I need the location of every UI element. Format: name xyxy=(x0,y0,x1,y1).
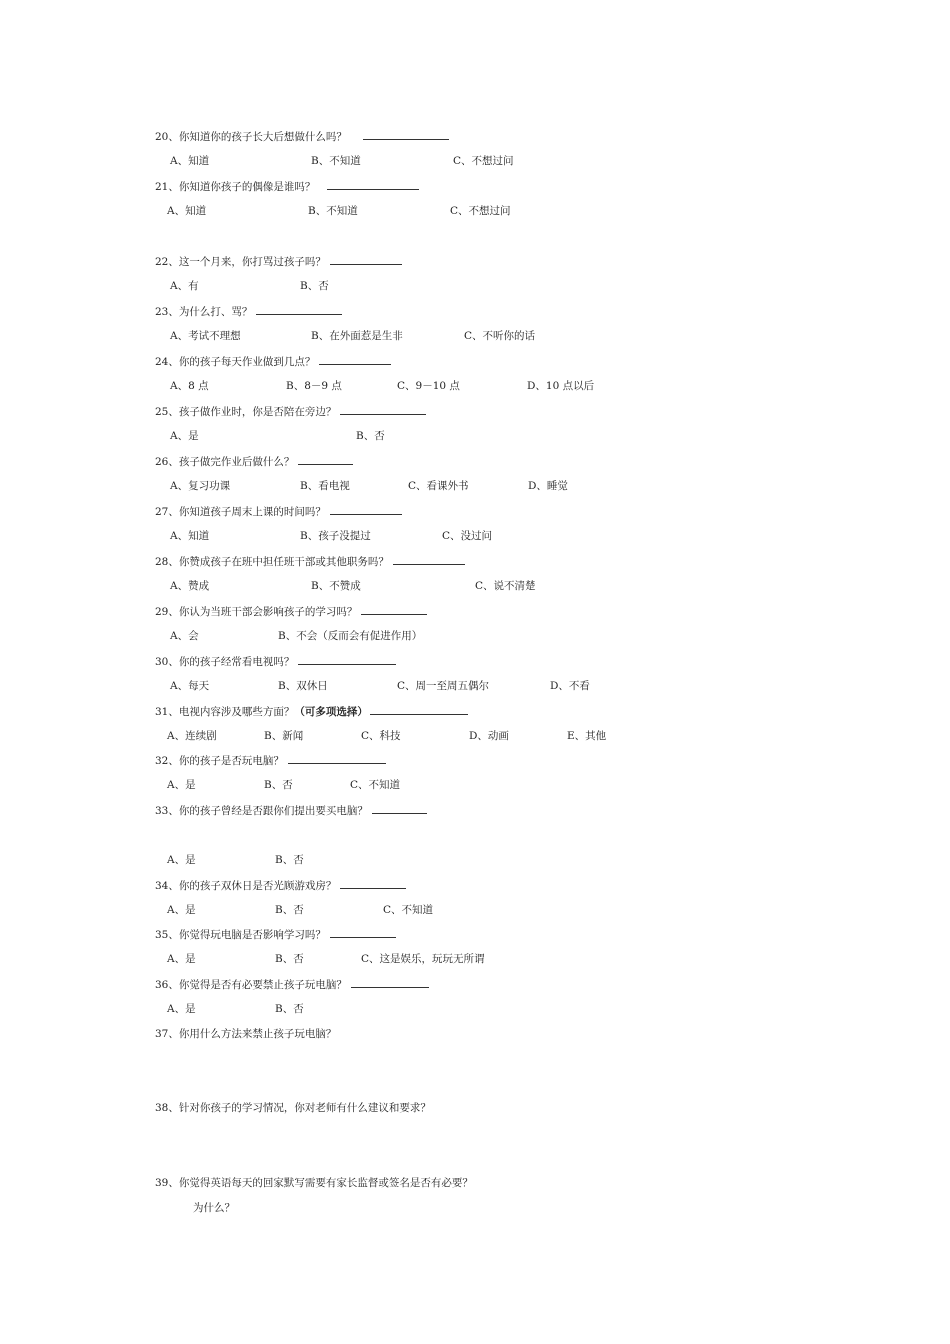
option[interactable]: C、周一至周五偶尔 xyxy=(397,680,490,692)
option[interactable]: B、双休日 xyxy=(278,680,328,692)
option[interactable]: B、新闻 xyxy=(264,730,304,742)
answer-blank[interactable] xyxy=(298,654,396,665)
option[interactable]: A、8 点 xyxy=(170,380,209,392)
option[interactable]: B、不知道 xyxy=(308,205,358,217)
option[interactable]: A、是 xyxy=(167,953,196,965)
question-36: 36、你觉得是否有必要禁止孩子玩电脑？ xyxy=(155,977,429,992)
option[interactable]: C、不知道 xyxy=(350,779,401,791)
question-26: 26、孩子做完作业后做什么？ xyxy=(155,454,353,469)
option[interactable]: B、孩子没提过 xyxy=(300,530,371,542)
option[interactable]: A、复习功课 xyxy=(170,480,231,492)
option[interactable]: B、不赞成 xyxy=(311,580,361,592)
question-24: 24、你的孩子每天作业做到几点？ xyxy=(155,354,391,369)
option[interactable]: A、知道 xyxy=(170,155,210,167)
option[interactable]: A、是 xyxy=(170,430,199,442)
option[interactable]: A、是 xyxy=(167,779,196,791)
answer-blank[interactable] xyxy=(330,927,396,938)
option[interactable]: B、在外面惹是生非 xyxy=(311,330,403,342)
option[interactable]: B、否 xyxy=(264,779,293,791)
answer-blank[interactable] xyxy=(256,304,342,315)
question-25: 25、孩子做作业时，你是否陪在旁边？ xyxy=(155,404,426,419)
question-39: 39、你觉得英语每天的回家默写需要有家长监督或签名是否有必要？ xyxy=(155,1177,473,1189)
option[interactable]: B、否 xyxy=(300,280,329,292)
answer-blank[interactable] xyxy=(330,504,402,515)
option[interactable]: D、动画 xyxy=(469,730,509,742)
answer-blank[interactable] xyxy=(298,454,353,465)
question-30: 30、你的孩子经常看电视吗？ xyxy=(155,654,396,669)
answer-blank[interactable] xyxy=(327,179,419,190)
question-28: 28、你赞成孩子在班中担任班干部或其他职务吗？ xyxy=(155,554,465,569)
question-22: 22、这一个月来，你打骂过孩子吗？ xyxy=(155,254,402,269)
answer-blank[interactable] xyxy=(372,803,427,814)
option[interactable]: A、是 xyxy=(167,1003,196,1015)
question-20: 20、你知道你的孩子长大后想做什么吗？ xyxy=(155,129,449,144)
option[interactable]: A、知道 xyxy=(167,205,207,217)
option[interactable]: A、知道 xyxy=(170,530,210,542)
answer-blank[interactable] xyxy=(340,878,406,889)
option[interactable]: C、没过问 xyxy=(442,530,493,542)
option[interactable]: A、每天 xyxy=(170,680,210,692)
option[interactable]: B、不会（反而会有促进作用） xyxy=(278,630,423,642)
option[interactable]: B、8－9 点 xyxy=(286,380,342,392)
question-23: 23、为什么打、骂？ xyxy=(155,304,342,319)
option[interactable]: A、考试不理想 xyxy=(170,330,241,342)
option[interactable]: A、连续剧 xyxy=(167,730,217,742)
question-37: 37、你用什么方法来禁止孩子玩电脑？ xyxy=(155,1028,337,1040)
question-39-followup: 为什么？ xyxy=(193,1202,235,1214)
option[interactable]: C、不听你的话 xyxy=(464,330,536,342)
option[interactable]: A、会 xyxy=(170,630,199,642)
option[interactable]: D、不看 xyxy=(550,680,590,692)
answer-blank[interactable] xyxy=(393,554,465,565)
option[interactable]: C、不想过问 xyxy=(450,205,511,217)
option[interactable]: C、看课外书 xyxy=(408,480,469,492)
option[interactable]: B、否 xyxy=(275,953,304,965)
answer-blank[interactable] xyxy=(351,977,429,988)
option[interactable]: C、说不清楚 xyxy=(475,580,536,592)
question-33: 33、你的孩子曾经是否跟你们提出要买电脑？ xyxy=(155,803,427,818)
option[interactable]: C、不知道 xyxy=(383,904,434,916)
option[interactable]: B、否 xyxy=(275,904,304,916)
answer-blank[interactable] xyxy=(288,753,386,764)
option[interactable]: C、9－10 点 xyxy=(397,380,460,392)
option[interactable]: A、赞成 xyxy=(170,580,210,592)
question-31: 31、电视内容涉及哪些方面？（可多项选择） xyxy=(155,704,468,719)
option[interactable]: B、看电视 xyxy=(300,480,350,492)
option[interactable]: A、是 xyxy=(167,854,196,866)
answer-blank[interactable] xyxy=(330,254,402,265)
answer-blank[interactable] xyxy=(363,129,449,140)
option[interactable]: D、10 点以后 xyxy=(527,380,595,392)
option[interactable]: D、睡觉 xyxy=(528,480,568,492)
question-38: 38、针对你孩子的学习情况，你对老师有什么建议和要求？ xyxy=(155,1102,431,1114)
option[interactable]: C、科技 xyxy=(361,730,401,742)
question-21: 21、你知道你孩子的偶像是谁吗？ xyxy=(155,179,419,194)
answer-blank[interactable] xyxy=(340,404,426,415)
answer-blank[interactable] xyxy=(361,604,427,615)
option[interactable]: E、其他 xyxy=(567,730,607,742)
question-32: 32、你的孩子是否玩电脑？ xyxy=(155,753,386,768)
option[interactable]: B、否 xyxy=(275,1003,304,1015)
option[interactable]: B、不知道 xyxy=(311,155,361,167)
multi-select-note: （可多项选择） xyxy=(294,706,368,718)
question-35: 35、你觉得玩电脑是否影响学习吗？ xyxy=(155,927,396,942)
option[interactable]: A、有 xyxy=(170,280,199,292)
answer-blank[interactable] xyxy=(319,354,391,365)
option[interactable]: B、否 xyxy=(356,430,385,442)
question-34: 34、你的孩子双休日是否光顾游戏房？ xyxy=(155,878,406,893)
option[interactable]: C、这是娱乐，玩玩无所谓 xyxy=(361,953,485,965)
option[interactable]: A、是 xyxy=(167,904,196,916)
option[interactable]: B、否 xyxy=(275,854,304,866)
option[interactable]: C、不想过问 xyxy=(453,155,514,167)
question-27: 27、你知道孩子周末上课的时间吗？ xyxy=(155,504,402,519)
question-29: 29、你认为当班干部会影响孩子的学习吗？ xyxy=(155,604,427,619)
answer-blank[interactable] xyxy=(370,704,468,715)
